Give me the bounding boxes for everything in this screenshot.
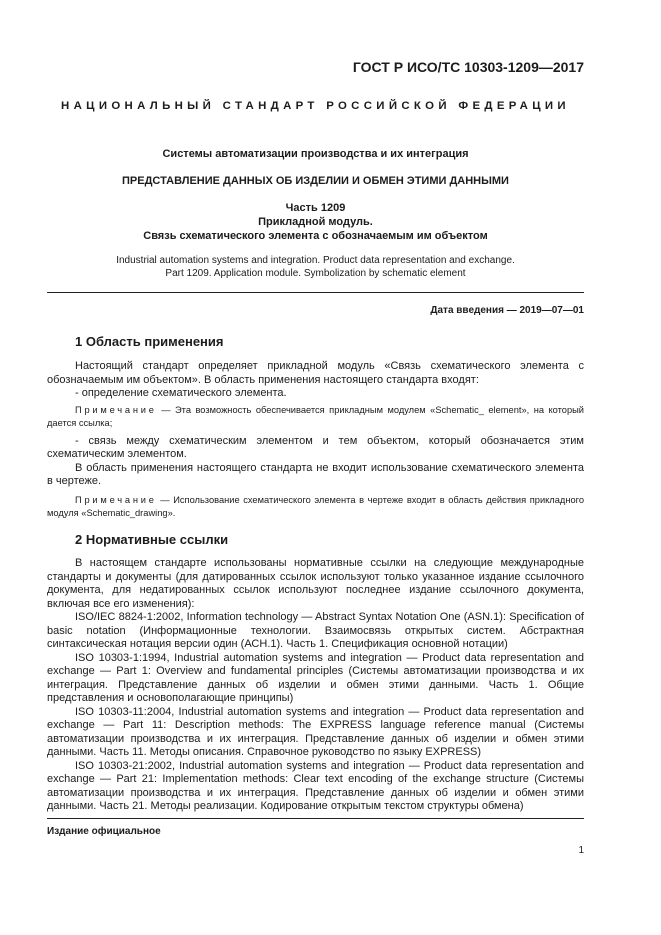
part-number: Часть 1209 xyxy=(285,202,346,214)
english-title-line-1: Industrial automation systems and integration. Product data representation and exchange. xyxy=(116,255,515,266)
section-1-heading: 1 Область применения xyxy=(75,334,224,349)
title-part xyxy=(47,201,584,243)
document-number: ГОСТ Р ИСО/ТС 10303-1209—2017 xyxy=(352,59,584,75)
part-name-line-1: Прикладной модуль. xyxy=(258,216,373,228)
english-title-line-2: Part 1209. Application module. Symbolization by schematic element xyxy=(165,268,466,279)
note-label: Примечание xyxy=(75,404,157,415)
section-2-heading: 2 Нормативные ссылки xyxy=(75,532,229,547)
part-name-line-2: Связь схематического элемента с обозначаемым им объектом xyxy=(143,230,488,242)
reference-item: ISO 10303-21:2002, Industrial automation systems and integration — Product data representation and exchange — Part 21: Implementation methods: Clear text encoding of the exchange structure (Системы автоматизации производства и их интеграция. Представление данных об изделии и обмен этими данными. Часть 21. Методы реализации. Кодирование открытым текстом структуры обмена) xyxy=(47,759,584,812)
page-number: 1 xyxy=(578,845,584,856)
effective-date: Дата введения — 2019—07—01 xyxy=(430,305,584,316)
scope-paragraph-1: Настоящий стандарт определяет прикладной модуль «Связь схематического элемента с обозначаемым им объектом». В область применения настоящего стандарта входят: xyxy=(47,360,584,386)
note-label: Примечание xyxy=(75,494,157,505)
reference-item: ISO 10303-1:1994, Industrial automation systems and integration — Product data representation and exchange — Part 1: Overview and fundamental principles (Системы автоматизации производства и их интеграция. Представление данных об изделии и обмен этими данными. Часть 1. Общие представления и основополагающие принципы) xyxy=(47,651,584,704)
references-intro: В настоящем стандарте использованы нормативные ссылки на следующие международные стандарты и документы (для датированных ссылок используют только указанное издание ссылочного документа, для недатированных ссылок используют последнее издание ссылочного документа, включая все его изменения): xyxy=(47,557,584,610)
title-series: Системы автоматизации производства и их интеграция xyxy=(162,148,469,160)
title-main: ПРЕДСТАВЛЕНИЕ ДАННЫХ ОБ ИЗДЕЛИИ И ОБМЕН ЭТИМИ ДАННЫМИ xyxy=(122,175,509,187)
scope-note-2 xyxy=(47,494,584,520)
english-title xyxy=(47,254,584,280)
note-text: — Использование схематического элемента в чертеже входит в область действия прикладного модуля «Schematic_drawing». xyxy=(47,494,584,518)
note-text: — Эта возможность обеспечивается прикладным модулем «Schematic_ element», на который дается ссылка; xyxy=(47,404,584,428)
section-2-body xyxy=(47,557,584,814)
scope-item-1: - определение схематического элемента. xyxy=(75,387,287,399)
scope-note-1 xyxy=(47,404,584,430)
scope-paragraph-2: В область применения настоящего стандарта не входит использование схематического элемента в чертеже. xyxy=(47,461,584,487)
national-standard-banner: НАЦИОНАЛЬНЫЙ СТАНДАРТ РОССИЙСКОЙ ФЕДЕРАЦИИ xyxy=(61,100,570,112)
footer-divider xyxy=(47,818,584,819)
reference-item: ISO/IEC 8824-1:2002, Information technology — Abstract Syntax Notation One (ASN.1): Specification of basic notation (Информационные технологии. Взаимосвязь открытых систем. Абстрактная синтаксическая нотация версии один (АСН.1). Часть 1. Спецификация основной нотации) xyxy=(47,611,584,650)
scope-item-2: - связь между схематическим элементом и тем объектом, который обозначается этим схематическим элементом. xyxy=(47,434,584,460)
reference-item: ISO 10303-11:2004, Industrial automation systems and integration — Product data representation and exchange — Part 11: Description methods: The EXPRESS language reference manual (Системы автоматизации производства и их интеграция. Представление данных об изделии и обмен этими данными. Часть 11. Методы описания. Справочное руководство по языку EXPRESS) xyxy=(47,705,584,758)
section-1-body xyxy=(47,360,584,520)
title-divider xyxy=(47,292,584,293)
official-edition-label: Издание официальное xyxy=(47,826,161,837)
